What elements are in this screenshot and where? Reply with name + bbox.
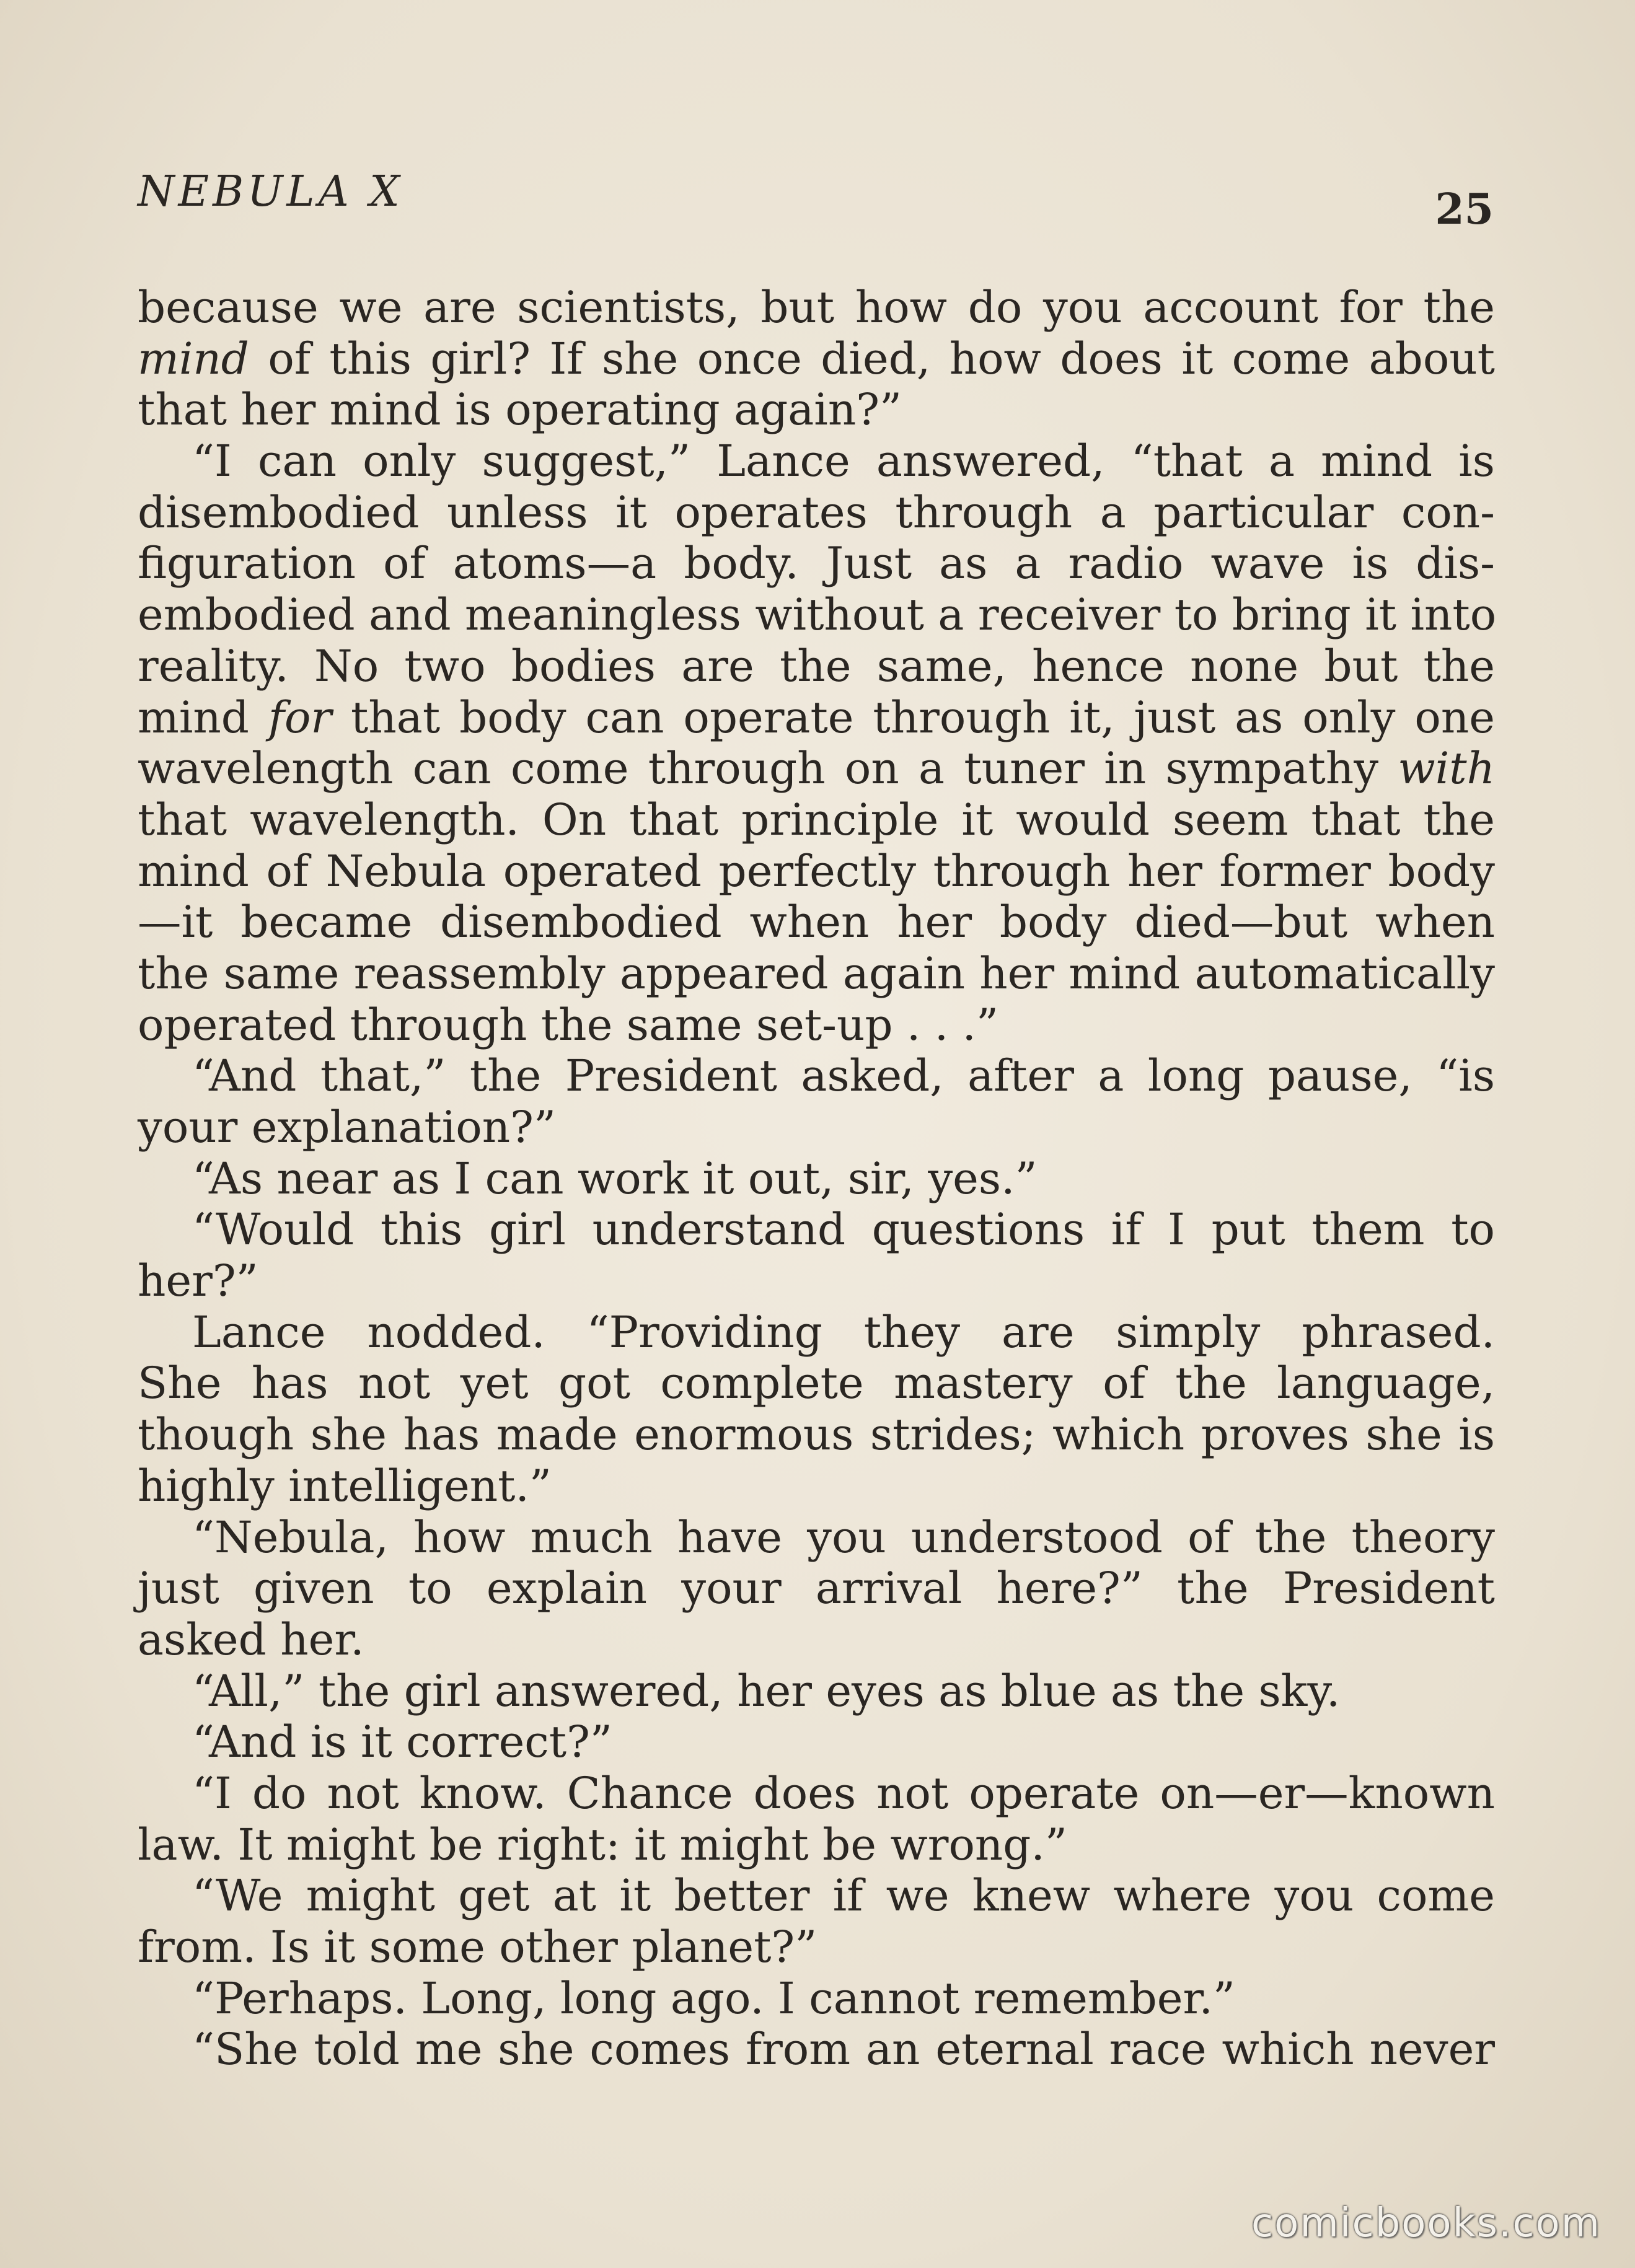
text-run: mind of Nebula operated perfectly through her former body [138, 845, 1495, 897]
text-run: “She told me she comes from an eternal race which never [192, 2024, 1495, 2075]
text-run: highly intelligent.” [138, 1460, 552, 1511]
text-line [138, 1563, 1495, 1614]
text-line [138, 589, 1495, 641]
text-line [138, 282, 1495, 333]
text-run: though she has made enormous strides; which proves she is [138, 1409, 1495, 1461]
text-line [138, 897, 1495, 948]
text-line [138, 538, 1495, 589]
text-run: operated through the same set-up . . .” [138, 999, 999, 1050]
text-line [138, 692, 1495, 744]
text-run: reality. No two bodies are the same, hence none but the [138, 640, 1495, 692]
text-line [138, 794, 1495, 846]
text-line [138, 846, 1495, 897]
italic-word: for [268, 692, 332, 743]
text-run: your explanation?” [138, 1102, 556, 1153]
text-run: law. It might be right: it might be wrong.” [138, 1819, 1067, 1870]
text-line [138, 436, 1495, 487]
text-run: asked her. [138, 1614, 364, 1665]
text-line [138, 1204, 1495, 1255]
text-run: because we are scientists, but how do you account for the [138, 282, 1495, 333]
text-run: that body can operate through it, just as only one [332, 692, 1496, 743]
text-run: figuration of atoms—a body. Just as a radio wave is dis- [138, 538, 1495, 589]
text-run: that her mind is operating again?” [138, 384, 902, 436]
text-run: her?” [138, 1255, 258, 1307]
text-run: wavelength can come through on a tuner in sympathy [138, 743, 1398, 794]
text-run: “I can only suggest,” Lance answered, “that a mind is [192, 436, 1495, 487]
text-line [138, 1461, 1495, 1512]
text-run: “Perhaps. Long, long ago. I cannot remember.” [192, 1972, 1235, 2024]
text-line [138, 743, 1495, 794]
text-line [138, 2024, 1495, 2075]
text-run: from. Is it some other planet?” [138, 1922, 818, 1972]
text-line [138, 487, 1495, 538]
text-line [138, 384, 1495, 436]
text-run: that wavelength. On that principle it would seem that the [138, 794, 1495, 845]
text-line [138, 1819, 1495, 1871]
text-line [138, 1307, 1495, 1358]
text-line [138, 1666, 1495, 1717]
text-run: “Would this girl understand questions if I put them to [192, 1204, 1495, 1255]
text-run: —it became disembodied when her body died—but when [138, 897, 1495, 948]
text-run: “All,” the girl answered, her eyes as blue as the sky. [192, 1665, 1341, 1716]
text-line [138, 1922, 1495, 1973]
text-run: mind [138, 692, 268, 743]
text-run: “Nebula, how much have you understood of the theory [192, 1511, 1495, 1563]
page-number: 25 [1435, 185, 1494, 234]
text-line [138, 1768, 1495, 1819]
text-run: embodied and meaningless without a receiver to bring it into [138, 589, 1497, 641]
text-run: She has not yet got complete mastery of the language, [138, 1358, 1495, 1409]
text-line [138, 1102, 1495, 1153]
italic-word: mind [138, 333, 249, 384]
text-line [138, 1050, 1495, 1102]
text-line [138, 641, 1495, 692]
text-run: “And that,” the President asked, after a long pause, “is [192, 1050, 1495, 1102]
text-line [138, 1870, 1495, 1922]
text-line [138, 1358, 1495, 1409]
running-header [138, 167, 1494, 242]
watermark: comicbooks.com [1251, 2200, 1601, 2246]
text-line [138, 1512, 1495, 1563]
text-line [138, 948, 1495, 1000]
body-text [138, 282, 1495, 2075]
text-run: “And is it correct?” [192, 1716, 612, 1768]
running-title: NEBULA X [138, 167, 403, 216]
text-line [138, 1614, 1495, 1666]
text-line [138, 1973, 1495, 2024]
text-line [138, 1409, 1495, 1461]
text-run: disembodied unless it operates through a particular con- [138, 486, 1495, 538]
text-run: “I do not know. Chance does not operate on—er—known [192, 1767, 1495, 1819]
text-run: “As near as I can work it out, sir, yes.” [192, 1153, 1038, 1204]
text-run: just given to explain your arrival here?” the President [138, 1563, 1495, 1614]
text-run: the same reassembly appeared again her mind automatically [138, 947, 1495, 999]
italic-word: with [1398, 743, 1495, 794]
text-run: “We might get at it better if we knew where you come [192, 1870, 1495, 1922]
text-line [138, 1255, 1495, 1307]
text-run: of this girl? If she once died, how does it come about [249, 333, 1495, 384]
text-run: Lance nodded. “Providing they are simply phrased. [192, 1306, 1495, 1358]
text-line [138, 1153, 1495, 1205]
text-line [138, 333, 1495, 385]
text-line [138, 1000, 1495, 1051]
text-line [138, 1716, 1495, 1768]
